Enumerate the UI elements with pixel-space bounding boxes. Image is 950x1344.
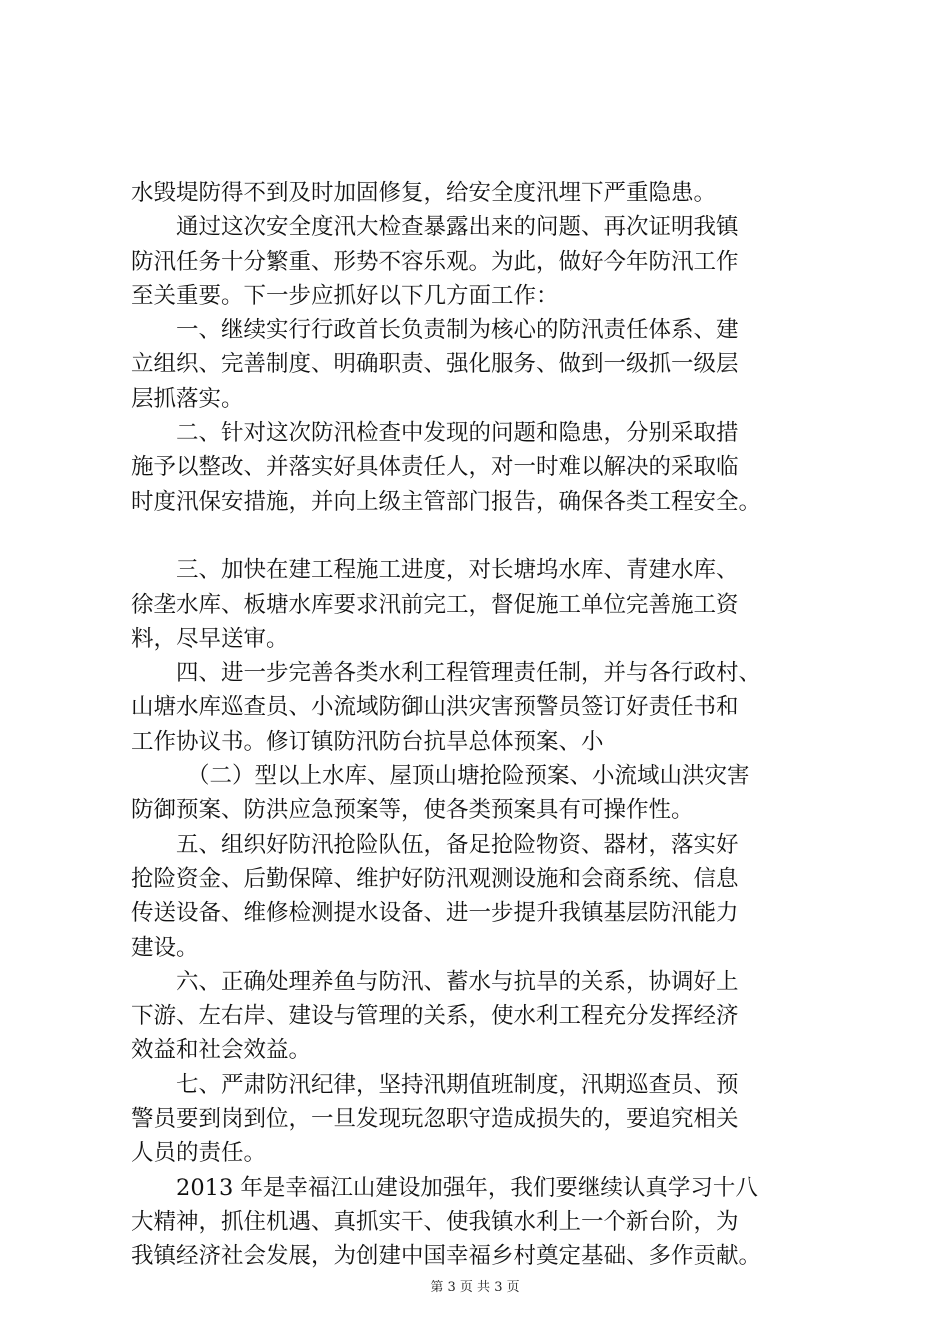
paragraph-spacer bbox=[131, 519, 841, 553]
text-line: （二）型以上水库、屋顶山塘抢险预案、小流域山洪灾害 bbox=[187, 763, 750, 790]
text-line: 六、正确处理养鱼与防汛、蓄水与抗旱的关系，协调好上 bbox=[176, 968, 739, 995]
text-line: 一、继续实行行政首长负责制为核心的防汛责任体系、建 bbox=[176, 317, 739, 344]
paragraph bbox=[131, 1171, 841, 1274]
paragraph bbox=[131, 416, 841, 519]
paragraph bbox=[131, 313, 841, 416]
text-line: 料，尽早送审。 bbox=[131, 625, 289, 652]
text-line: 七、严肃防汛纪律，坚持汛期值班制度，汛期巡查员、预 bbox=[176, 1071, 739, 1098]
text-line: 施予以整改、并落实好具体责任人，对一时难以解决的采取临 bbox=[131, 454, 739, 481]
text-line: 防御预案、防洪应急预案等，使各类预案具有可操作性。 bbox=[131, 797, 694, 824]
text-line: 时度汛保安措施，并向上级主管部门报告，确保各类工程安全。 bbox=[131, 488, 762, 515]
text-line: 层抓落实。 bbox=[131, 385, 244, 412]
text-line: 至关重要。下一步应抓好以下几方面工作： bbox=[131, 282, 559, 309]
text-line: 效益和社会效益。 bbox=[131, 1037, 312, 1064]
text-line: 三、加快在建工程施工进度，对长塘坞水库、青建水库、 bbox=[176, 557, 739, 584]
text-line: 大精神，抓住机遇、真抓实干、使我镇水利上一个新台阶，为 bbox=[131, 1208, 739, 1235]
text-line: 人员的责任。 bbox=[131, 1140, 267, 1167]
text-line: 下游、左右岸、建设与管理的关系，使水利工程充分发挥经济 bbox=[131, 1003, 739, 1030]
text-line: 建设。 bbox=[131, 934, 199, 961]
text-line: 立组织、完善制度、明确职责、强化服务、做到一级抓一级层 bbox=[131, 351, 739, 378]
text-line: 四、进一步完善各类水利工程管理责任制，并与各行政村、 bbox=[176, 660, 762, 687]
paragraph bbox=[131, 210, 841, 313]
text-line: 徐垄水库、板塘水库要求汛前完工，督促施工单位完善施工资 bbox=[131, 591, 739, 618]
paragraph bbox=[131, 656, 841, 759]
text-line: 抢险资金、后勤保障、维护好防汛观测设施和会商系统、信息 bbox=[131, 865, 739, 892]
paragraph bbox=[131, 176, 841, 210]
document-body bbox=[131, 176, 841, 1274]
text-line: 2013 年是幸福江山建设加强年，我们要继续认真学习十八 bbox=[176, 1174, 758, 1201]
text-line: 五、组织好防汛抢险队伍，备足抢险物资、器材，落实好 bbox=[176, 831, 739, 858]
paragraph bbox=[131, 965, 841, 1068]
page-footer: 第 3 页 共 3 页 bbox=[430, 1280, 520, 1295]
text-line: 通过这次安全度汛大检查暴露出来的问题、再次证明我镇 bbox=[176, 214, 739, 241]
text-line: 水毁堤防得不到及时加固修复，给安全度汛埋下严重隐患。 bbox=[131, 180, 717, 206]
paragraph bbox=[131, 553, 841, 656]
paragraph bbox=[131, 1068, 841, 1171]
text-line: 防汛任务十分繁重、形势不容乐观。为此，做好今年防汛工作 bbox=[131, 248, 739, 275]
text-line: 工作协议书。修订镇防汛防台抗旱总体预案、小 bbox=[131, 728, 604, 755]
text-line: 二、针对这次防汛检查中发现的问题和隐患，分别采取措 bbox=[176, 420, 739, 447]
paragraph bbox=[131, 759, 841, 828]
text-line: 我镇经济社会发展，为创建中国幸福乡村奠定基础、多作贡献。 bbox=[131, 1243, 762, 1270]
text-line: 山塘水库巡查员、小流域防御山洪灾害预警员签订好责任书和 bbox=[131, 694, 739, 721]
paragraph bbox=[131, 828, 841, 965]
text-line: 警员要到岗到位，一旦发现玩忽职守造成损失的，要追究相关 bbox=[131, 1106, 739, 1133]
text-line: 传送设备、维修检测提水设备、进一步提升我镇基层防汛能力 bbox=[131, 900, 739, 927]
